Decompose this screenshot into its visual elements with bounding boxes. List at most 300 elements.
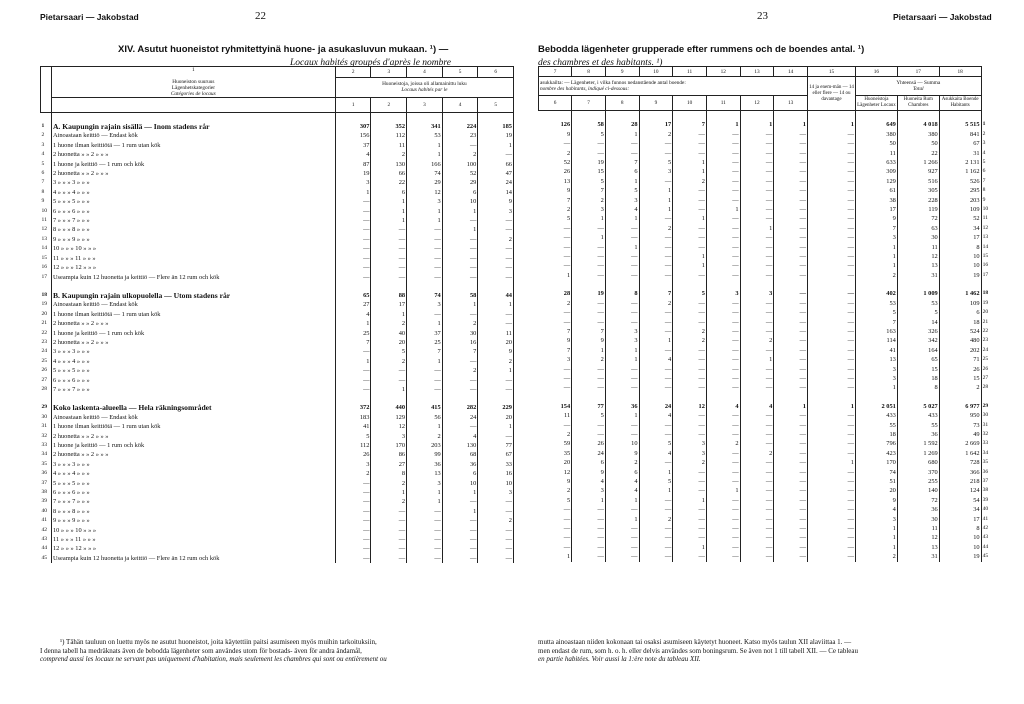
cell-value: 4 — [572, 477, 606, 486]
cell-value: — — [539, 524, 572, 533]
cell-value: — — [539, 318, 572, 327]
table-row — [41, 263, 514, 272]
cell-value: 25 — [335, 329, 371, 338]
table-row — [539, 355, 995, 364]
cell-value: 11 — [371, 141, 407, 150]
cell-value: — — [539, 224, 572, 233]
cell-value: — — [808, 177, 856, 186]
cell-value: — — [808, 224, 856, 233]
cell-value: — — [706, 167, 740, 176]
row-number: 38 — [41, 488, 52, 497]
cell-value: — — [740, 252, 774, 261]
row-label: 8 » » » 8 » » » — [51, 507, 335, 516]
cell-value: 6 — [939, 308, 981, 317]
cell-value: — — [407, 526, 443, 535]
cell-value: — — [539, 252, 572, 261]
table-row — [539, 252, 995, 261]
cell-value: — — [740, 205, 774, 214]
row-number: 37 — [982, 478, 989, 485]
cell-value: 6 — [605, 167, 639, 176]
cell-value: 156 — [335, 131, 371, 140]
cell-value: — — [808, 346, 856, 355]
cell-value: — — [808, 411, 856, 420]
table-row — [41, 319, 514, 328]
cell-value: — — [639, 261, 673, 270]
cell-value: 950 — [939, 411, 981, 420]
row-label: Koko laskenta-alueella — Hela räkningsområdet — [51, 394, 335, 412]
row-label: 6 » » » 6 » » » — [51, 488, 335, 497]
occupancy-col: 2 — [371, 98, 407, 113]
col-number: 12 — [706, 67, 740, 77]
cell-value: — — [774, 355, 808, 364]
row-number: 44 — [41, 544, 52, 553]
row-number: 9 — [982, 196, 986, 203]
cell-value: 341 — [407, 113, 443, 132]
cell-value: — — [335, 216, 371, 225]
dwellings-header: Huoneistoja Lägenheter Locaux — [856, 96, 898, 111]
row-number: 10 — [41, 207, 52, 216]
cell-value: 295 — [939, 186, 981, 195]
cell-value: 77 — [478, 441, 514, 450]
cell-value: — — [442, 516, 478, 525]
cell-value: — — [740, 233, 774, 242]
cell-value: — — [539, 383, 572, 392]
cell-value: — — [605, 421, 639, 430]
row-number: 23 — [982, 337, 989, 344]
table-row — [539, 439, 995, 448]
cell-value: 31 — [897, 552, 939, 561]
cell-value: 29 — [442, 178, 478, 187]
row-number: 12 — [41, 225, 52, 234]
cell-value: — — [572, 365, 606, 374]
cell-value: — — [639, 252, 673, 261]
table-row — [41, 357, 514, 366]
cell-value: — — [407, 516, 443, 525]
cell-value: — — [335, 273, 371, 282]
cell-value: — — [442, 310, 478, 319]
cell-value: — — [706, 224, 740, 233]
cell-value: 6 — [442, 188, 478, 197]
row-number: 25 — [41, 357, 52, 366]
page-number: 23 — [757, 10, 768, 22]
cell-value: — — [774, 543, 808, 552]
cell-value: — — [335, 347, 371, 356]
cell-value: — — [639, 327, 673, 336]
cell-value: — — [605, 430, 639, 439]
cell-value: 5 515 — [939, 111, 981, 130]
cell-value: 53 — [897, 299, 939, 308]
table-row — [41, 329, 514, 338]
cell-value: — — [478, 376, 514, 385]
row-label: 2 huonetta » » 2 » » » — [51, 150, 335, 159]
cell-value: — — [774, 505, 808, 514]
cell-value: — — [673, 533, 707, 542]
cell-value: 1 — [605, 411, 639, 420]
cell-value: 18 — [856, 430, 898, 439]
table-row — [41, 394, 514, 412]
cell-value: 16 — [478, 469, 514, 478]
cell-value: — — [808, 186, 856, 195]
cell-value: — — [442, 526, 478, 535]
cell-value: — — [572, 430, 606, 439]
cell-value: 7 — [407, 347, 443, 356]
cell-value: 7 — [572, 327, 606, 336]
cell-value: — — [442, 544, 478, 553]
cell-value: — — [740, 158, 774, 167]
cell-value: 12 — [539, 468, 572, 477]
cell-value: — — [774, 496, 808, 505]
footnote-fr: en partie habitées. Voir aussi la 1:ère note du tableau XII. — [538, 655, 701, 664]
row-number: 8 — [982, 187, 986, 194]
col-number: 17 — [897, 67, 939, 77]
col-number: 11 — [673, 67, 707, 77]
left-table — [40, 66, 514, 563]
cell-value: — — [673, 205, 707, 214]
cell-value: — — [740, 439, 774, 448]
cell-value: 34 — [939, 224, 981, 233]
cell-value: 20 — [856, 486, 898, 495]
cell-value: — — [605, 533, 639, 542]
table-row — [41, 150, 514, 159]
cell-value: — — [673, 430, 707, 439]
cell-value: 423 — [856, 449, 898, 458]
cell-value: — — [442, 385, 478, 394]
cell-value: 1 — [673, 261, 707, 270]
cell-value: 282 — [442, 394, 478, 412]
row-number: 36 — [982, 468, 989, 475]
cell-value: — — [478, 273, 514, 282]
row-number: 39 — [982, 496, 989, 503]
cell-value: — — [442, 235, 478, 244]
cell-value: — — [639, 149, 673, 158]
cell-value: — — [774, 299, 808, 308]
cell-value: — — [478, 526, 514, 535]
row-label: 4 » » » 4 » » » — [51, 188, 335, 197]
table-row — [41, 273, 514, 282]
cell-value: 36 — [605, 393, 639, 411]
row-number: 13 — [41, 235, 52, 244]
cell-value: — — [774, 139, 808, 148]
cell-value: 17 — [939, 515, 981, 524]
cell-value: 8 — [897, 383, 939, 392]
cell-value: 3 — [856, 233, 898, 242]
cell-value: — — [740, 477, 774, 486]
cell-value: 4 — [605, 205, 639, 214]
cell-value: 11 — [856, 149, 898, 158]
cell-value: — — [335, 225, 371, 234]
cell-value: — — [740, 486, 774, 495]
table-row — [41, 488, 514, 497]
rooms-header: Huoneita Rum Chambres — [897, 96, 939, 111]
cell-value: — — [808, 271, 856, 280]
row-number: 4 — [982, 149, 986, 156]
cell-value: — — [706, 468, 740, 477]
cell-value: 9 — [539, 336, 572, 345]
cell-value: 1 — [371, 207, 407, 216]
cell-value: — — [774, 533, 808, 542]
table-row — [41, 347, 514, 356]
cell-value: 24 — [442, 413, 478, 422]
cell-value: — — [407, 376, 443, 385]
cell-value: 3 — [605, 327, 639, 336]
table-row — [41, 385, 514, 394]
cell-value: 2 — [478, 357, 514, 366]
cell-value: 10 — [939, 261, 981, 270]
cell-value: 7 — [572, 186, 606, 195]
cell-value: — — [407, 244, 443, 253]
cell-value: — — [572, 243, 606, 252]
cell-value: — — [774, 327, 808, 336]
table-row — [41, 207, 514, 216]
cell-value: — — [808, 524, 856, 533]
cell-value: 927 — [897, 167, 939, 176]
cell-value: 73 — [939, 421, 981, 430]
cell-value: 370 — [897, 468, 939, 477]
cell-value: — — [706, 158, 740, 167]
cell-value: 1 — [442, 488, 478, 497]
cell-value: — — [407, 535, 443, 544]
table-row — [41, 113, 514, 132]
table-row — [539, 158, 995, 167]
cell-value: 74 — [407, 282, 443, 300]
cell-value: — — [774, 430, 808, 439]
row-number: 42 — [41, 526, 52, 535]
row-number: 15 — [982, 253, 989, 260]
cell-value: 13 — [539, 177, 572, 186]
cell-value: — — [706, 346, 740, 355]
cell-value: — — [774, 233, 808, 242]
cell-value: — — [539, 543, 572, 552]
cell-value: 380 — [897, 130, 939, 139]
cell-value: — — [639, 543, 673, 552]
cell-value: — — [774, 336, 808, 345]
cell-value: — — [808, 486, 856, 495]
row-label: 12 » » » 12 » » » — [51, 263, 335, 272]
cell-value: 22 — [897, 149, 939, 158]
cell-value: 50 — [856, 139, 898, 148]
cell-value: — — [605, 149, 639, 158]
cell-value: 1 — [371, 197, 407, 206]
cell-value: 7 — [335, 338, 371, 347]
cell-value: — — [774, 308, 808, 317]
cell-value: — — [539, 374, 572, 383]
row-number: 19 — [982, 299, 989, 306]
cell-value: 1 — [572, 233, 606, 242]
cell-value: 13 — [897, 543, 939, 552]
row-label: 11 » » » 11 » » » — [51, 535, 335, 544]
cell-value: 10 — [939, 543, 981, 552]
cell-value: 35 — [539, 449, 572, 458]
cell-value: — — [539, 308, 572, 317]
table-row — [41, 376, 514, 385]
cell-value: 8 — [939, 243, 981, 252]
cell-value: — — [478, 554, 514, 563]
cell-value: — — [706, 383, 740, 392]
cell-value: — — [442, 254, 478, 263]
row-number: 38 — [982, 487, 989, 494]
cell-value: — — [335, 366, 371, 375]
row-number: 20 — [982, 309, 989, 316]
cell-value: — — [371, 244, 407, 253]
occupancy-col: 11 — [706, 96, 740, 111]
table-title: Bebodda lägenheter grupperade efter rummens och de boendes antal. ¹) — [538, 44, 865, 55]
cell-value: 2 051 — [856, 393, 898, 411]
cell-value: 1 — [407, 150, 443, 159]
cell-value: — — [706, 552, 740, 561]
row-number: 12 — [982, 224, 989, 231]
occupancy-col: 5 — [478, 98, 514, 113]
cell-value: — — [740, 327, 774, 336]
row-number: 30 — [982, 412, 989, 419]
table-row — [41, 526, 514, 535]
cell-value: — — [774, 214, 808, 223]
cell-value: 1 — [808, 458, 856, 467]
row-number: 11 — [982, 215, 988, 222]
row-number: 5 — [41, 160, 52, 169]
cell-value: — — [774, 177, 808, 186]
cell-value: — — [774, 130, 808, 139]
cell-value: — — [706, 196, 740, 205]
cell-value: — — [774, 261, 808, 270]
cell-value: 4 — [740, 393, 774, 411]
cell-value: 1 — [673, 158, 707, 167]
cell-value: — — [673, 486, 707, 495]
row-number: 39 — [41, 497, 52, 506]
cell-value: — — [740, 139, 774, 148]
cell-value: 170 — [856, 458, 898, 467]
cell-value: 11 — [478, 329, 514, 338]
occupancy-header-fr: Locaux habités par le — [401, 87, 448, 94]
cell-value: 22 — [371, 178, 407, 187]
row-number: 11 — [41, 216, 52, 225]
cell-value: 4 — [605, 486, 639, 495]
row-number: 18 — [41, 282, 52, 300]
cell-value: 20 — [371, 338, 407, 347]
cell-value: 1 — [740, 355, 774, 364]
cell-value: — — [371, 235, 407, 244]
cell-value: — — [639, 233, 673, 242]
cell-value: 1 — [407, 357, 443, 366]
cell-value: 26 — [939, 365, 981, 374]
cell-value: — — [539, 505, 572, 514]
cell-value: — — [335, 526, 371, 535]
cell-value: 203 — [939, 196, 981, 205]
cell-value: — — [673, 411, 707, 420]
table-row — [539, 177, 995, 186]
cell-value: 1 — [478, 300, 514, 309]
cell-value: — — [774, 196, 808, 205]
cell-value: 4 — [639, 411, 673, 420]
cell-value: — — [673, 505, 707, 514]
cell-value: 5 027 — [897, 393, 939, 411]
table-row — [539, 374, 995, 383]
row-number: 24 — [41, 347, 52, 356]
cell-value: 30 — [442, 329, 478, 338]
row-number-header — [981, 67, 994, 111]
cell-value: 109 — [939, 299, 981, 308]
cell-value: — — [706, 365, 740, 374]
cell-value: — — [808, 374, 856, 383]
cell-value: 9 — [856, 214, 898, 223]
table-row — [41, 160, 514, 169]
cell-value: 2 — [442, 319, 478, 328]
table-row — [539, 468, 995, 477]
cell-value: — — [706, 505, 740, 514]
cell-value: — — [371, 516, 407, 525]
cell-value: 1 592 — [897, 439, 939, 448]
cell-value: 202 — [939, 346, 981, 355]
cell-value: 342 — [897, 336, 939, 345]
row-number: 41 — [41, 516, 52, 525]
cell-value: 58 — [442, 282, 478, 300]
cell-value: 2 131 — [939, 158, 981, 167]
table-row — [539, 486, 995, 495]
occupancy-header — [539, 77, 808, 96]
cell-value: 8 — [939, 524, 981, 533]
cell-value: — — [478, 385, 514, 394]
cell-value: 15 — [897, 365, 939, 374]
cell-value: 1 — [808, 393, 856, 411]
row-label: Ainoastaan keittiö — Endast kök — [51, 300, 335, 309]
col-number: 10 — [639, 67, 673, 77]
cell-value: 52 — [939, 214, 981, 223]
cell-value: — — [335, 479, 371, 488]
cell-value: — — [478, 544, 514, 553]
cell-value: 2 — [539, 299, 572, 308]
cell-value: — — [740, 374, 774, 383]
cell-value: — — [774, 468, 808, 477]
cell-value: — — [605, 261, 639, 270]
cell-value: 164 — [897, 346, 939, 355]
col-number: 3 — [371, 67, 407, 78]
cell-value: 307 — [335, 113, 371, 132]
cell-value: 1 162 — [939, 167, 981, 176]
cell-value: 1 — [407, 497, 443, 506]
cell-value: — — [639, 458, 673, 467]
row-label: 2 huonetta » » 2 » » » — [51, 432, 335, 441]
cell-value: 12 — [371, 422, 407, 431]
col-number: 8 — [572, 67, 606, 77]
occupancy-col: 10 — [673, 96, 707, 111]
row-number: 22 — [982, 327, 989, 334]
cell-value: — — [673, 224, 707, 233]
cell-value: 38 — [856, 196, 898, 205]
row-label: 7 » » » 7 » » » — [51, 497, 335, 506]
table-row — [539, 449, 995, 458]
cell-value: — — [774, 439, 808, 448]
cell-value: 19 — [572, 280, 606, 298]
cell-value: 1 — [856, 383, 898, 392]
row-label: B. Kaupungin rajain ulkopuolella — Utom stadens rår — [51, 282, 335, 300]
cell-value: — — [478, 507, 514, 516]
cell-value: 17 — [856, 205, 898, 214]
cell-value: 9 — [605, 449, 639, 458]
cell-value: — — [673, 243, 707, 252]
cell-value: 3 — [706, 280, 740, 298]
cell-value: — — [740, 214, 774, 223]
cell-value: 9 — [539, 130, 572, 139]
cell-value: 3 — [407, 300, 443, 309]
cell-value: — — [371, 554, 407, 563]
cell-value: — — [774, 224, 808, 233]
cell-value: — — [639, 318, 673, 327]
cell-value: 10 — [939, 252, 981, 261]
cell-value: 10 — [442, 197, 478, 206]
cell-value: — — [478, 225, 514, 234]
row-number: 1 — [982, 121, 986, 128]
table-row — [41, 216, 514, 225]
cell-value: 7 — [856, 224, 898, 233]
